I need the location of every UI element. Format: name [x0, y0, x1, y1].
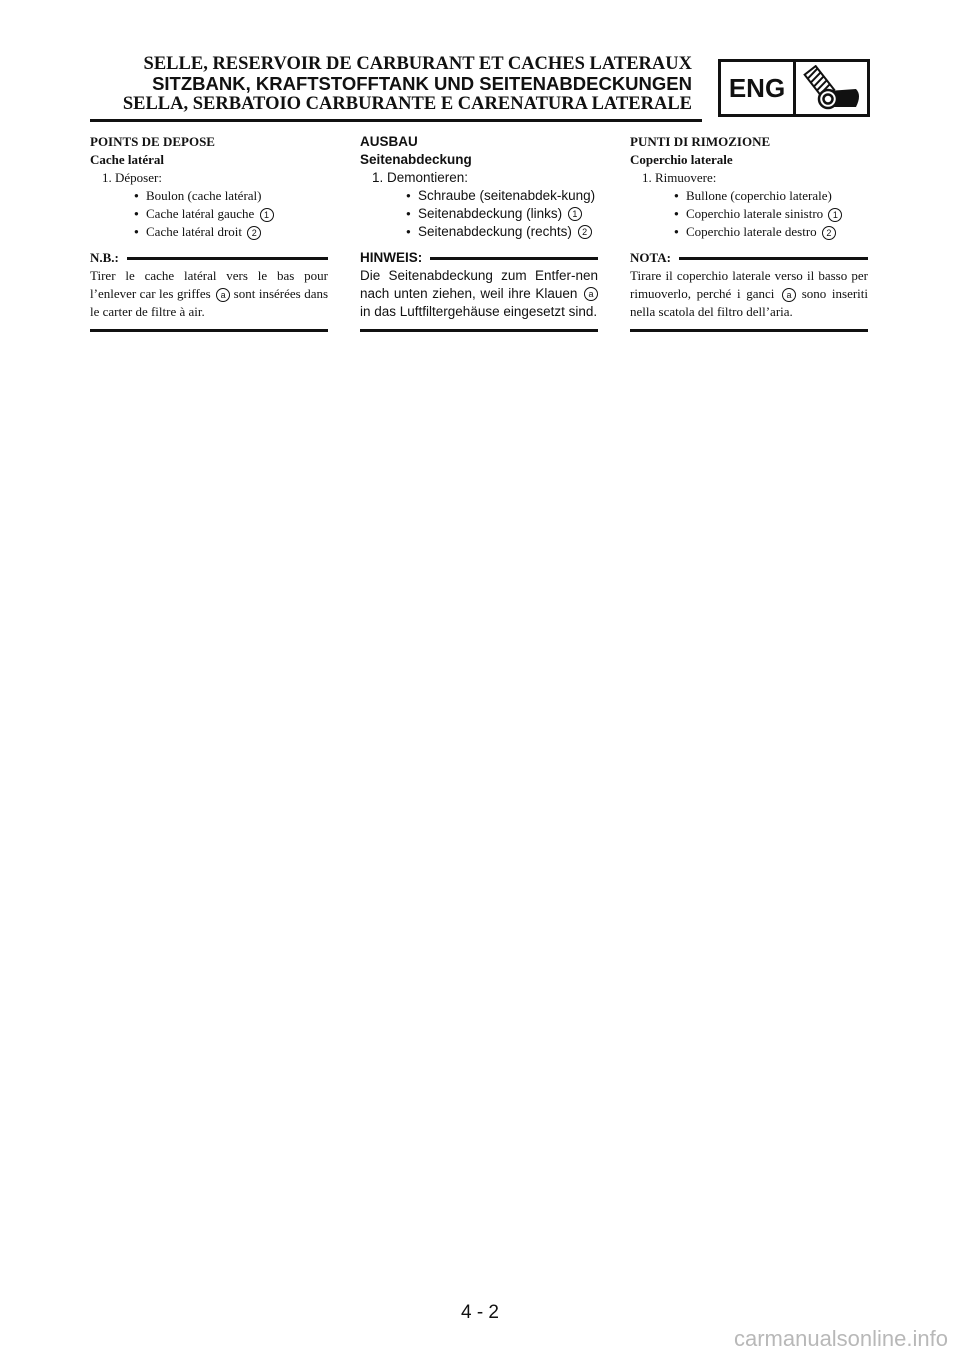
- section-heading: PUNTI DI RIMOZIONE: [630, 134, 771, 149]
- subsection-heading: Coperchio laterale: [630, 152, 733, 167]
- header-rule: [90, 119, 702, 122]
- note-label: N.B.:: [90, 250, 119, 265]
- bullet-item: [90, 205, 328, 223]
- bullet-item: [90, 187, 328, 205]
- note-end-rule: [630, 329, 868, 332]
- note-rule: [679, 257, 868, 260]
- header-titles: [123, 54, 692, 114]
- note-header: [360, 249, 598, 267]
- bullet-text: Seitenabdeckung (links): [418, 206, 563, 221]
- bullet-text: Seitenabdeckung (rechts): [418, 224, 572, 239]
- step-item: 1. Déposer:: [102, 170, 162, 185]
- note-label: NOTA:: [630, 250, 671, 265]
- title-french: SELLE, RESERVOIR DE CARBURANT ET CACHES LATERAUX: [143, 54, 692, 74]
- note-rule: [430, 257, 598, 260]
- title-german: SITZBANK, KRAFTSTOFFTANK UND SEITENABDECKUNGEN: [152, 73, 692, 94]
- note-header: [90, 249, 328, 267]
- subsection-heading: Seitenabdeckung: [360, 152, 472, 167]
- section-heading: AUSBAU: [360, 134, 418, 149]
- bullet-text: Cache latéral gauche: [146, 206, 255, 221]
- section-heading: POINTS DE DEPOSE: [90, 134, 215, 149]
- note-text-part: in das Luftfiltergehäuse eingesetzt sind.: [360, 304, 598, 319]
- bullet-item: [360, 187, 598, 205]
- badge-label: ENG: [721, 62, 796, 114]
- bullet-item: [360, 223, 598, 241]
- note-text-part: Tirer le cache latéral vers le bas pour l’enlever car les griffes: [90, 268, 328, 301]
- wrench-bolt-icon: [796, 62, 867, 114]
- bullet-item: [630, 187, 868, 205]
- bullet-item: [90, 223, 328, 241]
- bullet-text: Coperchio laterale sinistro: [686, 206, 824, 221]
- note-rule: [127, 257, 328, 260]
- note-text: [630, 267, 868, 321]
- bullet-item: [630, 205, 868, 223]
- ref-letter: a: [216, 288, 230, 302]
- note-end-rule: [360, 329, 598, 332]
- bullet-text: Cache latéral droit: [146, 224, 243, 239]
- bullet-text: Bullone (coperchio laterale): [686, 188, 832, 203]
- note-label: HINWEIS:: [360, 250, 423, 265]
- ref-number: 2: [822, 226, 836, 240]
- column-german: [360, 133, 598, 332]
- bullet-text: Coperchio laterale destro: [686, 224, 817, 239]
- ref-number: 1: [828, 208, 842, 222]
- ref-number: 2: [247, 226, 261, 240]
- column-french: [90, 133, 328, 332]
- column-italian: [630, 133, 868, 332]
- bullet-item: [360, 205, 598, 223]
- watermark: carmanualsonline.info: [733, 1326, 948, 1351]
- bullet-text: Boulon (cache latéral): [146, 188, 262, 203]
- note-text: [360, 267, 598, 321]
- ref-letter: a: [584, 287, 598, 301]
- ref-number: 1: [260, 208, 274, 222]
- bullet-text: Schraube (seitenabdek-kung): [418, 188, 596, 203]
- note-text-part: Tirare il coperchio laterale verso il basso per rimuoverlo, perché i ganci: [630, 268, 868, 301]
- section-badge: [718, 59, 870, 117]
- note-text-part: Die Seitenabdeckung zum Entfer-nen nach unten ziehen, weil ihre Klauen: [360, 268, 598, 301]
- note-text: [90, 267, 328, 321]
- ref-letter: a: [782, 288, 796, 302]
- ref-number: 1: [568, 207, 582, 221]
- page-number: 4 - 2: [460, 1302, 500, 1323]
- page-header: [90, 54, 870, 124]
- note-end-rule: [90, 329, 328, 332]
- subsection-heading: Cache latéral: [90, 152, 165, 167]
- note-text-part: sont insérées dans le carter de filtre à air.: [90, 286, 329, 319]
- bullet-item: [630, 223, 868, 241]
- step-item: 1. Demontieren:: [372, 170, 469, 185]
- ref-number: 2: [578, 225, 592, 239]
- title-italian: SELLA, SERBATOIO CARBURANTE E CARENATURA LATERALE: [122, 94, 692, 114]
- note-text-part: sono inseriti nella scatola del filtro dell’aria.: [630, 286, 869, 319]
- note-header: [630, 249, 868, 267]
- step-item: 1. Rimuovere:: [642, 170, 717, 185]
